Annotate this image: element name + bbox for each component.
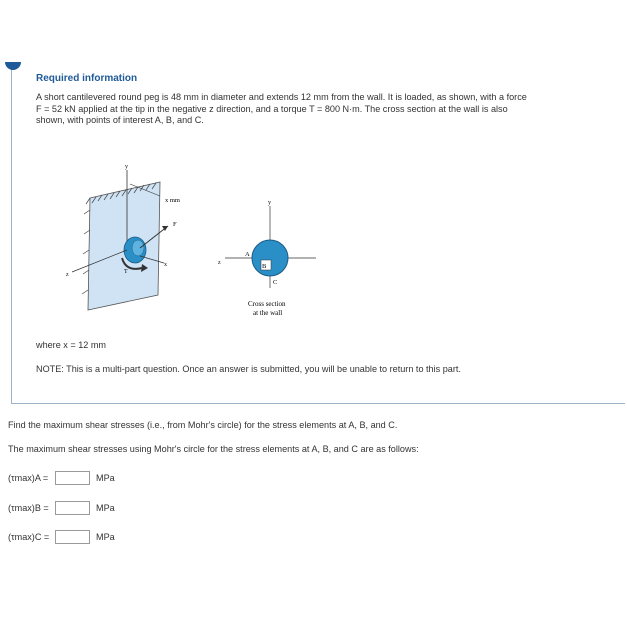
point-label-A: A: [245, 251, 250, 258]
statement-text: The maximum shear stresses using Mohr's circle for the stress elements at A, B, and C are as follows:: [8, 444, 419, 454]
cross-section-caption-1: Cross section: [248, 300, 286, 308]
point-label-C: C: [273, 279, 278, 286]
problem-description: [36, 92, 611, 127]
answer-input-A[interactable]: [55, 471, 90, 485]
cross-section-circle: [252, 240, 288, 276]
answer-row-A: [8, 470, 115, 486]
answer-row-C: [8, 529, 115, 545]
description-line-3: shown, with points of interest A, B, and C.: [36, 115, 204, 125]
answer-label-A: (τmax)A =: [8, 473, 49, 483]
force-label-F: F: [173, 221, 177, 228]
answer-label-B: (τmax)B =: [8, 503, 49, 513]
point-label-B: B: [262, 263, 267, 270]
answer-input-C[interactable]: [55, 530, 90, 544]
note-text: NOTE: This is a multi-part question. Once an answer is submitted, you will be unable to return to this part.: [36, 364, 461, 374]
section-label-z: z: [218, 260, 221, 266]
cross-section-caption-2: at the wall: [253, 309, 283, 317]
answer-row-B: [8, 500, 115, 516]
axis-label-x: x: [164, 262, 167, 268]
description-line-1: A short cantilevered round peg is 48 mm in diameter and extends 12 mm from the wall. It is loaded, as shown, with a force: [36, 92, 527, 102]
axis-label-z: z: [66, 272, 69, 278]
answer-unit-B: MPa: [96, 503, 115, 513]
question-text: Find the maximum shear stresses (i.e., from Mohr's circle) for the stress elements at A, B, and C.: [8, 420, 398, 430]
section-label-y: y: [268, 200, 271, 206]
answer-unit-C: MPa: [96, 532, 115, 542]
wall: [88, 182, 160, 310]
info-heading: Required information: [36, 73, 138, 84]
dimension-label-x-mm: x mm: [165, 197, 180, 204]
answer-unit-A: MPa: [96, 473, 115, 483]
answer-label-C: (τmax)C =: [8, 532, 50, 542]
cantilever-peg-figure: [60, 160, 340, 320]
answer-input-B[interactable]: [55, 501, 90, 515]
where-clause: where x = 12 mm: [36, 340, 106, 350]
torque-label-T: T: [124, 269, 128, 275]
description-line-2: F = 52 kN applied at the tip in the negative z direction, and a torque T = 800 N·m. The cross section at the wall is also: [36, 103, 508, 114]
axis-label-y: y: [125, 164, 128, 170]
